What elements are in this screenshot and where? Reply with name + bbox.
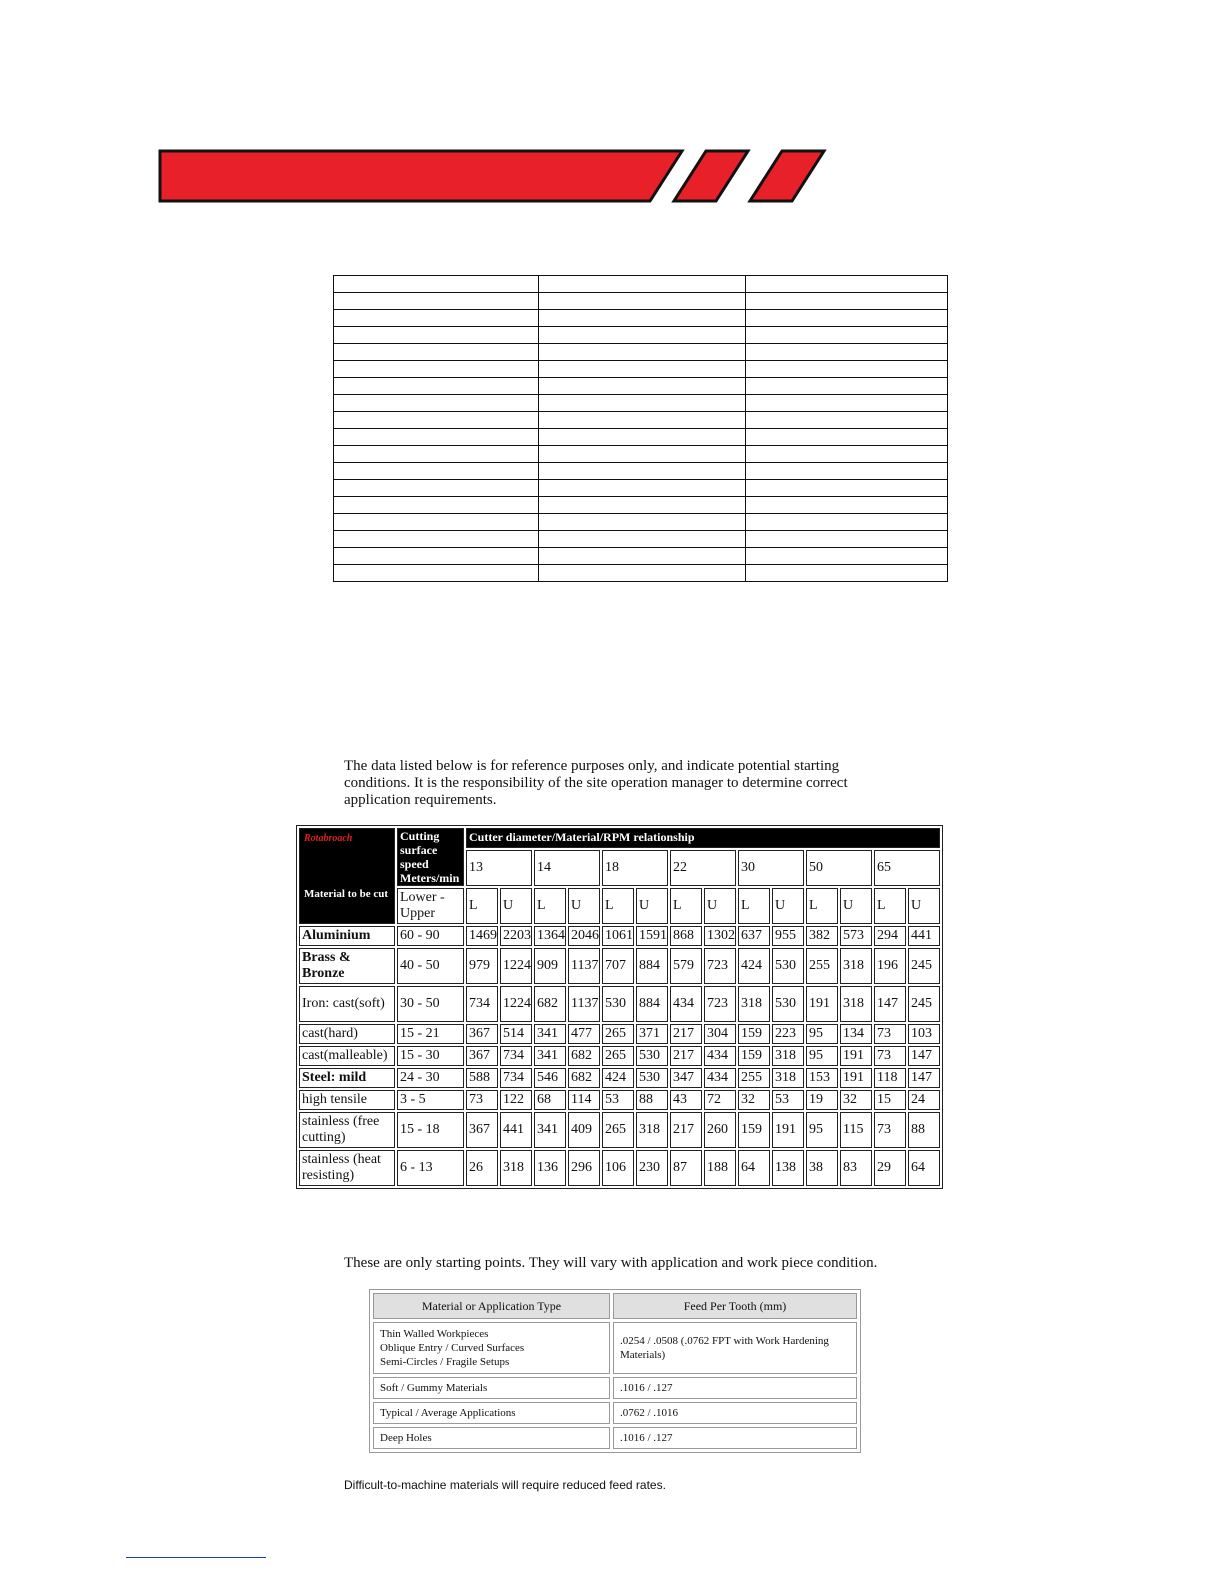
speed-cell: 30 - 50	[397, 986, 464, 1022]
footer-link-line	[126, 1557, 266, 1558]
lower-label: L	[466, 888, 498, 924]
empty-grid-cell	[539, 395, 746, 412]
rpm-value-cell: 441	[908, 926, 940, 946]
rpm-value-cell: 1224	[500, 948, 532, 984]
feed-row-material: Typical / Average Applications	[373, 1402, 610, 1424]
empty-grid-cell	[539, 497, 746, 514]
diameter-header: 22	[670, 850, 736, 886]
rpm-value-cell: 341	[534, 1046, 566, 1066]
empty-grid-cell	[334, 395, 539, 412]
upper-label: U	[772, 888, 804, 924]
intro-paragraph: The data listed below is for reference purposes only, and indicate potential starting conditions. It is the responsibility of the site operation manager to determine correct application requirements.	[344, 758, 848, 808]
relationship-header	[466, 828, 940, 848]
empty-grid-cell	[746, 497, 948, 514]
upper-label: U	[500, 888, 532, 924]
diameter-header: 18	[602, 850, 668, 886]
rpm-value-cell: 24	[908, 1090, 940, 1110]
rpm-value-cell: 114	[568, 1090, 600, 1110]
empty-grid-cell	[539, 344, 746, 361]
rpm-value-cell: 122	[500, 1090, 532, 1110]
empty-grid-cell	[334, 310, 539, 327]
rpm-value-cell: 38	[806, 1150, 838, 1186]
empty-grid-cell	[334, 429, 539, 446]
speed-cell: 15 - 18	[397, 1112, 464, 1148]
diameter-header: 13	[466, 850, 532, 886]
rpm-table	[296, 825, 943, 1189]
speed-header: Cutting surface speed Meters/min	[400, 829, 460, 885]
rpm-value-cell: 371	[636, 1024, 668, 1044]
empty-grid-cell	[539, 565, 746, 582]
diameter-header: 50	[806, 850, 872, 886]
empty-grid-cell	[539, 514, 746, 531]
rpm-value-cell: 367	[466, 1112, 498, 1148]
feed-row1-line3: Semi-Circles / Fragile Setups	[380, 1356, 510, 1368]
rpm-value-cell: 53	[772, 1090, 804, 1110]
empty-grid-table	[333, 275, 948, 582]
empty-grid-cell	[746, 446, 948, 463]
empty-grid-cell	[539, 446, 746, 463]
feed-row-material	[373, 1322, 610, 1374]
rpm-table-container	[296, 825, 943, 1189]
rpm-value-cell: 217	[670, 1024, 702, 1044]
empty-grid-cell	[746, 344, 948, 361]
empty-grid-row	[334, 344, 948, 361]
banner-slash-2	[750, 151, 824, 201]
rpm-value-cell: 514	[500, 1024, 532, 1044]
rpm-value-cell: 106	[602, 1150, 634, 1186]
rpm-value-cell: 265	[602, 1024, 634, 1044]
rpm-value-cell: 318	[840, 986, 872, 1022]
rpm-value-cell: 347	[670, 1068, 702, 1088]
empty-grid-cell	[746, 395, 948, 412]
rpm-value-cell: 147	[908, 1068, 940, 1088]
feed-row-value: .1016 / .127	[613, 1427, 857, 1449]
rpm-table-row	[299, 948, 940, 984]
rpm-value-cell: 53	[602, 1090, 634, 1110]
empty-grid-cell	[746, 276, 948, 293]
feed-row1-line1: Thin Walled Workpieces	[380, 1328, 489, 1340]
rpm-value-cell: 255	[806, 948, 838, 984]
empty-grid-cell	[334, 446, 539, 463]
rpm-value-cell: 979	[466, 948, 498, 984]
empty-grid-row	[334, 378, 948, 395]
rpm-value-cell: 318	[772, 1046, 804, 1066]
header-banner	[158, 148, 838, 204]
rpm-table-row	[299, 1024, 940, 1044]
material-cell: Aluminium	[299, 926, 395, 946]
rpm-value-cell: 909	[534, 948, 566, 984]
rpm-value-cell: 318	[772, 1068, 804, 1088]
rpm-value-cell: 884	[636, 986, 668, 1022]
rpm-value-cell: 68	[534, 1090, 566, 1110]
rpm-value-cell: 409	[568, 1112, 600, 1148]
diameter-header: 14	[534, 850, 600, 886]
rpm-value-cell: 32	[840, 1090, 872, 1110]
rpm-value-cell: 434	[670, 986, 702, 1022]
rpm-value-cell: 64	[738, 1150, 770, 1186]
rpm-value-cell: 191	[806, 986, 838, 1022]
rpm-value-cell: 260	[704, 1112, 736, 1148]
rpm-value-cell: 294	[874, 926, 906, 946]
feed-header-feed: Feed Per Tooth (mm)	[613, 1293, 857, 1319]
material-header-cell	[299, 828, 395, 924]
feed-row-material: Soft / Gummy Materials	[373, 1377, 610, 1399]
empty-grid-cell	[334, 497, 539, 514]
rpm-value-cell: 318	[738, 986, 770, 1022]
empty-grid-cell	[746, 463, 948, 480]
rpm-value-cell: 296	[568, 1150, 600, 1186]
empty-grid-cell	[746, 565, 948, 582]
rpm-value-cell: 2203	[500, 926, 532, 946]
rpm-value-cell: 26	[466, 1150, 498, 1186]
feed-row-material: Deep Holes	[373, 1427, 610, 1449]
empty-grid-cell	[539, 531, 746, 548]
rpm-value-cell: 1137	[568, 948, 600, 984]
rpm-value-cell: 367	[466, 1046, 498, 1066]
empty-grid-row	[334, 446, 948, 463]
rpm-value-cell: 1469	[466, 926, 498, 946]
rpm-table-row	[299, 1090, 940, 1110]
empty-grid-cell	[539, 463, 746, 480]
speed-cell: 15 - 30	[397, 1046, 464, 1066]
difficult-materials-note: Difficult-to-machine materials will require reduced feed rates.	[344, 1478, 666, 1492]
rpm-value-cell: 1061	[602, 926, 634, 946]
upper-label: U	[908, 888, 940, 924]
speed-cell: 60 - 90	[397, 926, 464, 946]
empty-grid-cell	[746, 548, 948, 565]
rpm-value-cell: 159	[738, 1024, 770, 1044]
rpm-value-cell: 424	[738, 948, 770, 984]
empty-grid-cell	[539, 412, 746, 429]
rpm-table-row	[299, 1046, 940, 1066]
empty-grid-cell	[539, 327, 746, 344]
rpm-value-cell: 147	[874, 986, 906, 1022]
empty-grid-cell	[746, 480, 948, 497]
empty-grid-cell	[334, 378, 539, 395]
feed-row-value: .0254 / .0508 (.0762 FPT with Work Hardening Materials)	[613, 1322, 857, 1374]
empty-grid-cell	[334, 548, 539, 565]
empty-grid-cell	[746, 327, 948, 344]
rpm-value-cell: 734	[500, 1046, 532, 1066]
rpm-value-cell: 1224	[500, 986, 532, 1022]
empty-grid-cell	[334, 344, 539, 361]
rpm-value-cell: 188	[704, 1150, 736, 1186]
rpm-value-cell: 159	[738, 1046, 770, 1066]
rotabroach-logo: Rotabroach	[304, 833, 353, 844]
rpm-value-cell: 95	[806, 1112, 838, 1148]
rpm-value-cell: 136	[534, 1150, 566, 1186]
rpm-value-cell: 1591	[636, 926, 668, 946]
rpm-value-cell: 723	[704, 986, 736, 1022]
rpm-value-cell: 43	[670, 1090, 702, 1110]
rpm-value-cell: 382	[806, 926, 838, 946]
empty-grid-row	[334, 412, 948, 429]
rpm-value-cell: 196	[874, 948, 906, 984]
starting-points-text: These are only starting points. They will vary with application and work piece condition.	[344, 1255, 878, 1271]
rpm-value-cell: 223	[772, 1024, 804, 1044]
rpm-value-cell: 682	[534, 986, 566, 1022]
empty-grid-cell	[746, 310, 948, 327]
rpm-value-cell: 191	[840, 1046, 872, 1066]
rpm-value-cell: 138	[772, 1150, 804, 1186]
empty-grid-cell	[334, 531, 539, 548]
lower-label: L	[738, 888, 770, 924]
rpm-value-cell: 546	[534, 1068, 566, 1088]
rpm-value-cell: 868	[670, 926, 702, 946]
empty-grid-cell	[334, 412, 539, 429]
rpm-table-row	[299, 926, 940, 946]
rpm-value-cell: 304	[704, 1024, 736, 1044]
rpm-value-cell: 255	[738, 1068, 770, 1088]
rpm-value-cell: 73	[874, 1112, 906, 1148]
empty-grid-row	[334, 429, 948, 446]
banner-slash-1	[674, 151, 748, 201]
rpm-value-cell: 579	[670, 948, 702, 984]
empty-grid-cell	[539, 480, 746, 497]
empty-grid-cell	[539, 361, 746, 378]
empty-grid-row	[334, 514, 948, 531]
rpm-value-cell: 341	[534, 1112, 566, 1148]
feed-row-value: .1016 / .127	[613, 1377, 857, 1399]
upper-label: U	[636, 888, 668, 924]
material-cell: Iron: cast(soft)	[299, 986, 395, 1022]
rpm-value-cell: 32	[738, 1090, 770, 1110]
rpm-value-cell: 955	[772, 926, 804, 946]
rpm-value-cell: 134	[840, 1024, 872, 1044]
empty-grid-cell	[746, 531, 948, 548]
rpm-value-cell: 682	[568, 1068, 600, 1088]
empty-grid-cell	[539, 378, 746, 395]
speed-subheader: Lower - Upper	[397, 888, 464, 924]
diameter-header: 30	[738, 850, 804, 886]
rpm-value-cell: 637	[738, 926, 770, 946]
empty-grid-cell	[334, 463, 539, 480]
rpm-value-cell: 159	[738, 1112, 770, 1148]
lower-label: L	[806, 888, 838, 924]
rpm-value-cell: 245	[908, 986, 940, 1022]
material-cell: stainless (free cutting)	[299, 1112, 395, 1148]
feed-header-material: Material or Application Type	[373, 1293, 610, 1319]
rpm-value-cell: 318	[500, 1150, 532, 1186]
material-cell: cast(malleable)	[299, 1046, 395, 1066]
rpm-value-cell: 265	[602, 1046, 634, 1066]
empty-grid-cell	[746, 361, 948, 378]
rpm-value-cell: 217	[670, 1112, 702, 1148]
rpm-value-cell: 95	[806, 1046, 838, 1066]
rpm-table-row	[299, 1068, 940, 1088]
empty-grid-row	[334, 531, 948, 548]
speed-cell: 6 - 13	[397, 1150, 464, 1186]
rpm-value-cell: 367	[466, 1024, 498, 1044]
rpm-value-cell: 72	[704, 1090, 736, 1110]
rpm-value-cell: 191	[772, 1112, 804, 1148]
empty-grid-cell	[539, 310, 746, 327]
rpm-table-row	[299, 1150, 940, 1186]
rpm-value-cell: 153	[806, 1068, 838, 1088]
empty-grid-row	[334, 497, 948, 514]
empty-grid-row	[334, 463, 948, 480]
speed-cell: 15 - 21	[397, 1024, 464, 1044]
rpm-value-cell: 147	[908, 1046, 940, 1066]
lower-label: L	[534, 888, 566, 924]
rpm-value-cell: 1364	[534, 926, 566, 946]
rpm-value-cell: 530	[602, 986, 634, 1022]
material-cell: cast(hard)	[299, 1024, 395, 1044]
rpm-value-cell: 265	[602, 1112, 634, 1148]
rpm-value-cell: 318	[636, 1112, 668, 1148]
rpm-value-cell: 723	[704, 948, 736, 984]
speed-cell: 40 - 50	[397, 948, 464, 984]
material-cell: Steel: mild	[299, 1068, 395, 1088]
material-cell: stainless (heat resisting)	[299, 1150, 395, 1186]
empty-grid-row	[334, 276, 948, 293]
empty-grid-cell	[746, 514, 948, 531]
rpm-value-cell: 441	[500, 1112, 532, 1148]
empty-grid-cell	[746, 412, 948, 429]
rpm-value-cell: 530	[772, 948, 804, 984]
rpm-table-row	[299, 1112, 940, 1148]
upper-label: U	[840, 888, 872, 924]
empty-grid-cell	[334, 480, 539, 497]
empty-grid-cell	[539, 293, 746, 310]
rpm-value-cell: 230	[636, 1150, 668, 1186]
feed-row-value: .0762 / .1016	[613, 1402, 857, 1424]
lower-label: L	[670, 888, 702, 924]
empty-grid-cell	[334, 361, 539, 378]
empty-grid-row	[334, 327, 948, 344]
empty-grid-cell	[746, 378, 948, 395]
material-cell: Brass & Bronze	[299, 948, 395, 984]
rpm-value-cell: 530	[636, 1068, 668, 1088]
rpm-value-cell: 477	[568, 1024, 600, 1044]
rpm-value-cell: 88	[908, 1112, 940, 1148]
rpm-value-cell: 573	[840, 926, 872, 946]
empty-grid-row	[334, 548, 948, 565]
empty-grid-cell	[539, 548, 746, 565]
speed-cell: 3 - 5	[397, 1090, 464, 1110]
rpm-value-cell: 707	[602, 948, 634, 984]
rpm-value-cell: 530	[772, 986, 804, 1022]
rpm-value-cell: 217	[670, 1046, 702, 1066]
rpm-value-cell: 118	[874, 1068, 906, 1088]
rpm-value-cell: 434	[704, 1068, 736, 1088]
relationship-header-text: Cutter diameter/Material/RPM relationship	[469, 830, 695, 844]
speed-cell: 24 - 30	[397, 1068, 464, 1088]
rpm-value-cell: 424	[602, 1068, 634, 1088]
rpm-value-cell: 191	[840, 1068, 872, 1088]
empty-grid-cell	[746, 429, 948, 446]
empty-grid-row	[334, 565, 948, 582]
empty-grid-row	[334, 395, 948, 412]
empty-grid-cell	[334, 565, 539, 582]
upper-label: U	[704, 888, 736, 924]
rpm-value-cell: 1137	[568, 986, 600, 1022]
rpm-value-cell: 530	[636, 1046, 668, 1066]
empty-grid-row	[334, 361, 948, 378]
upper-label: U	[568, 888, 600, 924]
lower-label: L	[602, 888, 634, 924]
rpm-value-cell: 95	[806, 1024, 838, 1044]
empty-grid-cell	[334, 514, 539, 531]
empty-grid-row	[334, 480, 948, 497]
empty-grid-cell	[334, 293, 539, 310]
rpm-value-cell: 115	[840, 1112, 872, 1148]
rpm-value-cell: 87	[670, 1150, 702, 1186]
rpm-value-cell: 64	[908, 1150, 940, 1186]
diameter-header: 65	[874, 850, 940, 886]
rpm-value-cell: 682	[568, 1046, 600, 1066]
rpm-value-cell: 318	[840, 948, 872, 984]
empty-grid-cell	[334, 327, 539, 344]
rpm-value-cell: 734	[500, 1068, 532, 1088]
empty-grid-row	[334, 310, 948, 327]
rpm-value-cell: 73	[466, 1090, 498, 1110]
rpm-value-cell: 588	[466, 1068, 498, 1088]
rpm-value-cell: 103	[908, 1024, 940, 1044]
rpm-value-cell: 19	[806, 1090, 838, 1110]
lower-label: L	[874, 888, 906, 924]
rpm-value-cell: 83	[840, 1150, 872, 1186]
rpm-value-cell: 73	[874, 1024, 906, 1044]
feed-table-container	[369, 1289, 861, 1453]
rpm-value-cell: 88	[636, 1090, 668, 1110]
banner-bar	[160, 151, 682, 201]
empty-grid-cell	[334, 276, 539, 293]
rpm-value-cell: 434	[704, 1046, 736, 1066]
rpm-value-cell: 884	[636, 948, 668, 984]
rpm-value-cell: 1302	[704, 926, 736, 946]
rpm-value-cell: 29	[874, 1150, 906, 1186]
empty-grid-cell	[539, 429, 746, 446]
empty-grid-cell	[539, 276, 746, 293]
material-header: Material to be cut	[304, 888, 388, 900]
material-cell: high tensile	[299, 1090, 395, 1110]
rpm-value-cell: 341	[534, 1024, 566, 1044]
rpm-value-cell: 15	[874, 1090, 906, 1110]
empty-grid-cell	[746, 293, 948, 310]
feed-table	[369, 1289, 861, 1453]
rpm-value-cell: 2046	[568, 926, 600, 946]
rpm-value-cell: 73	[874, 1046, 906, 1066]
rpm-value-cell: 245	[908, 948, 940, 984]
feed-row1-line2: Oblique Entry / Curved Surfaces	[380, 1342, 525, 1354]
rpm-value-cell: 734	[466, 986, 498, 1022]
speed-header-cell	[397, 828, 464, 886]
empty-grid-row	[334, 293, 948, 310]
rpm-table-row	[299, 986, 940, 1022]
